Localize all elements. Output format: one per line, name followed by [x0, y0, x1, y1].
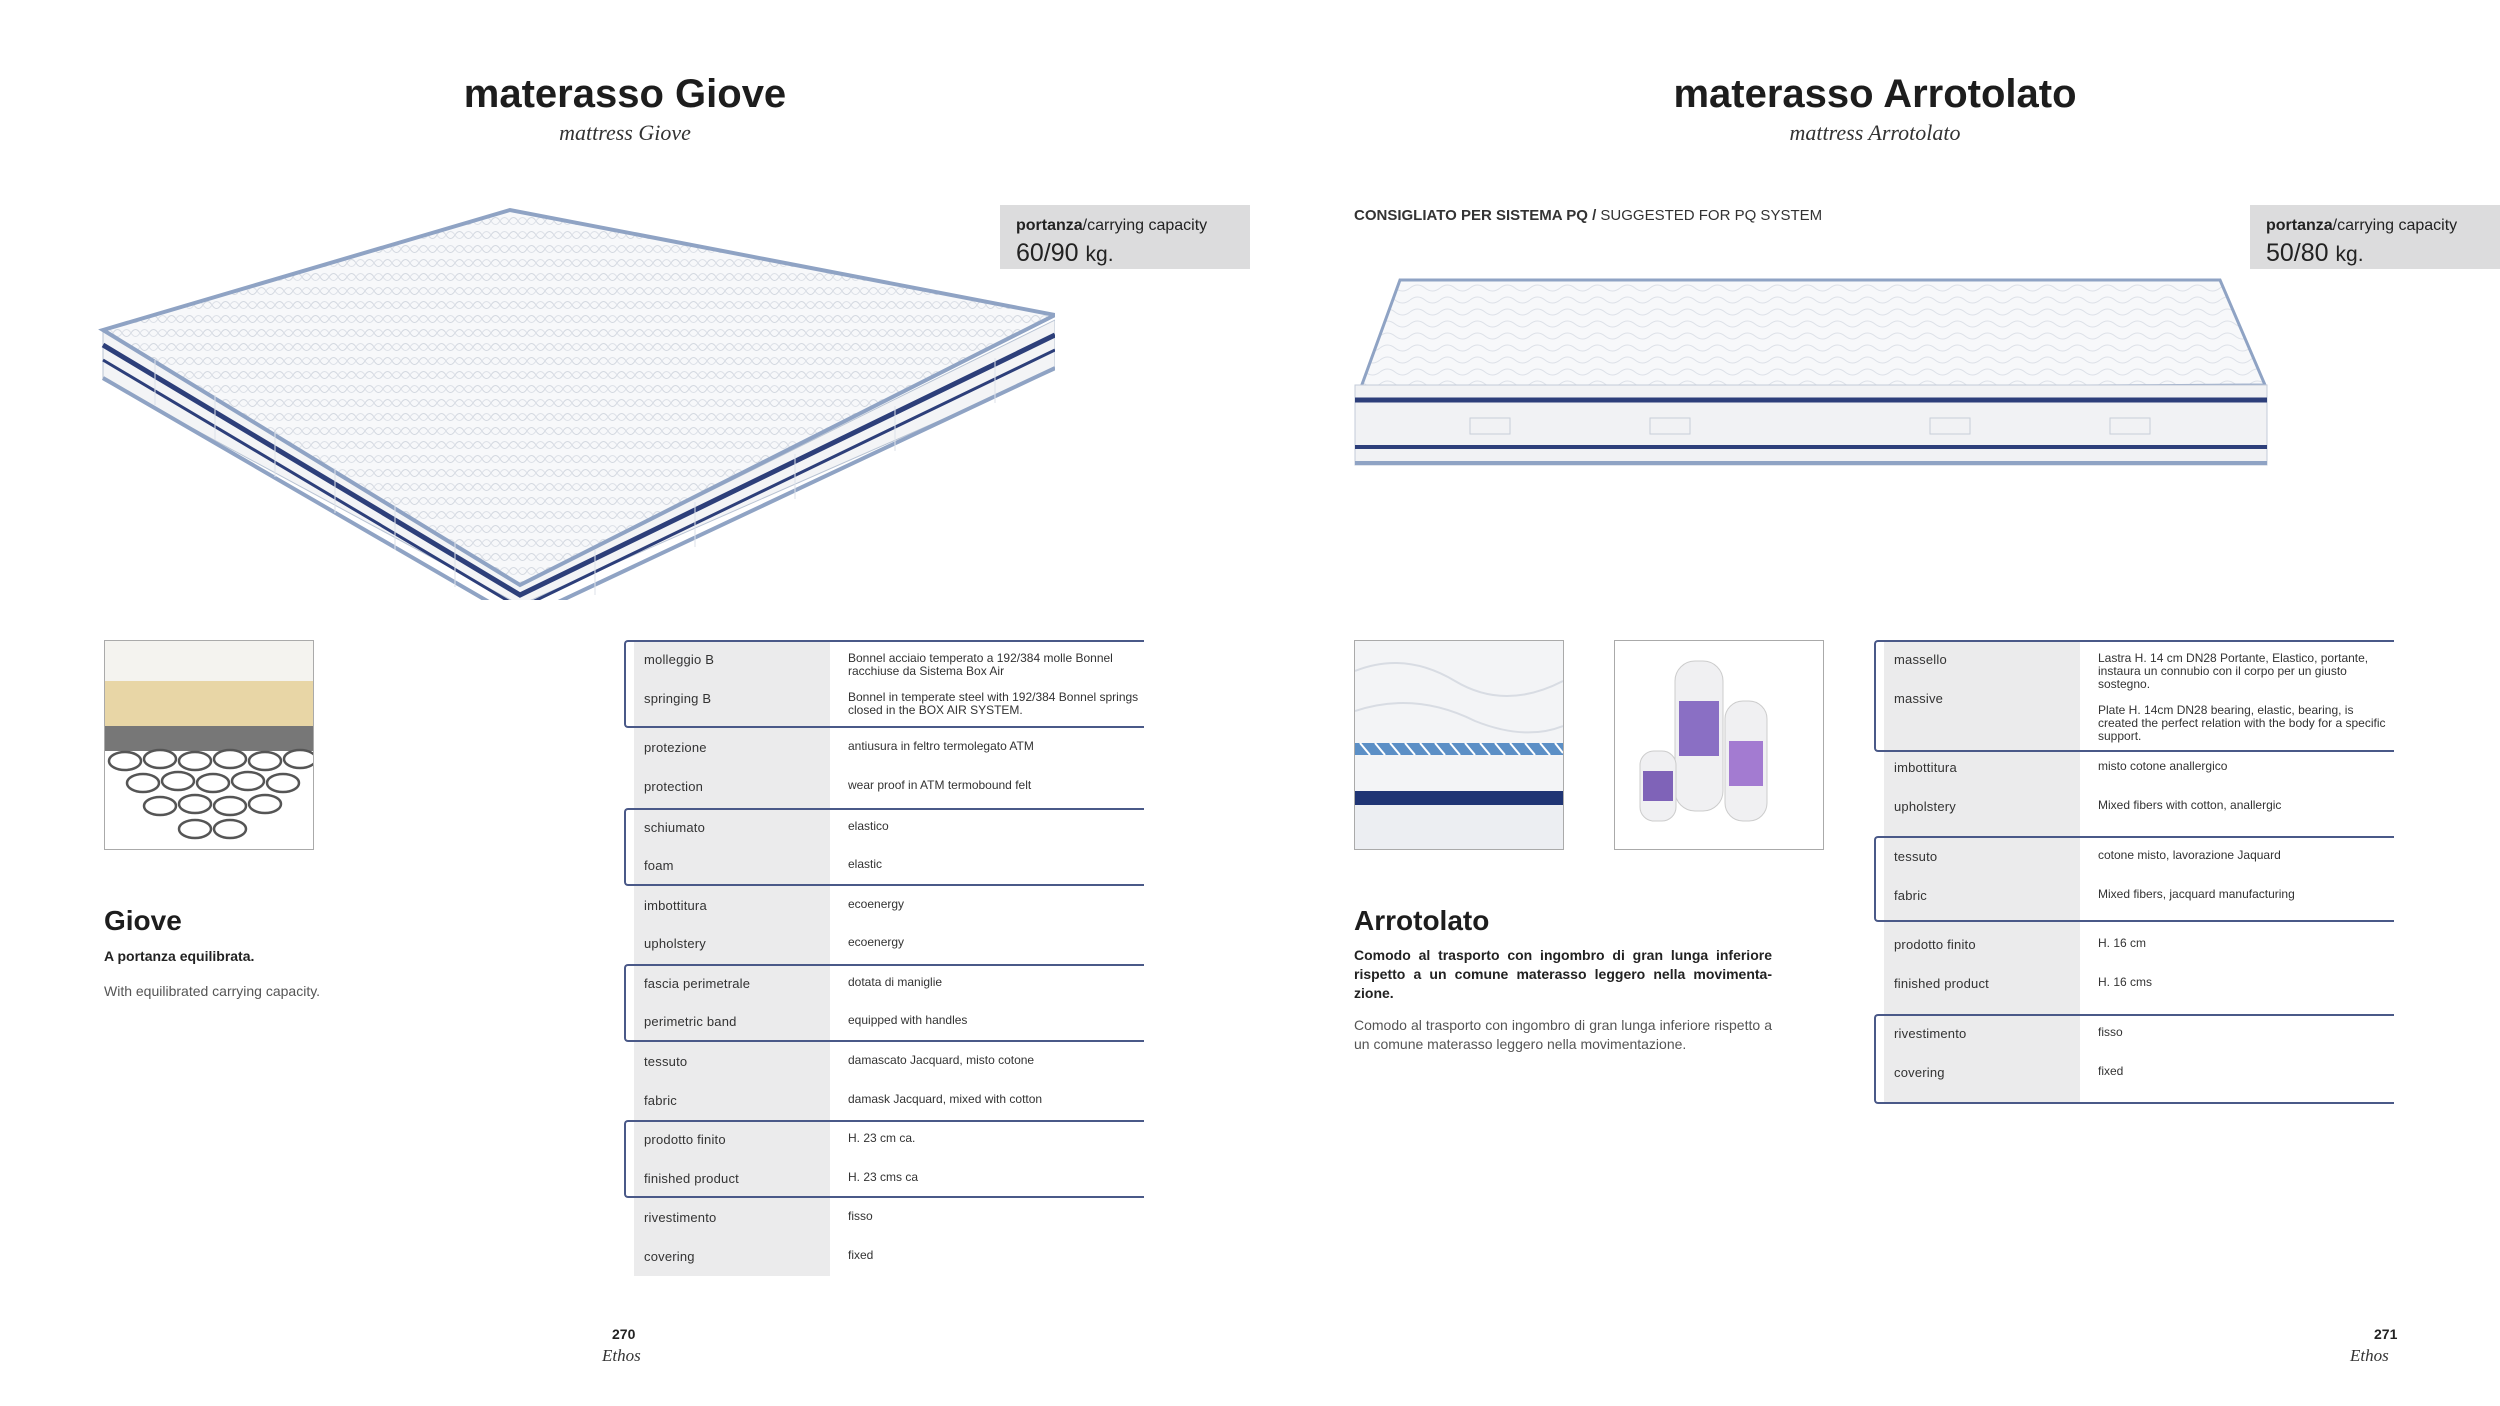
spec-table-arrotolato	[1874, 640, 2394, 1110]
spec-label: finished product	[1894, 976, 1989, 991]
spec-label: covering	[1894, 1065, 1945, 1080]
spec-value: fisso	[848, 1209, 873, 1223]
capacity-unit: kg.	[2335, 243, 2364, 266]
spec-value: H. 16 cm	[2098, 936, 2147, 950]
capacity-label: /carrying capacity	[2332, 217, 2458, 234]
product-name-giove: Giove	[104, 905, 182, 936]
capacity-label: /carrying capacity	[1082, 217, 1208, 234]
spec-value: H. 23 cms ca	[848, 1170, 919, 1184]
spec-value: ecoenergy	[848, 897, 905, 911]
spec-value: Mixed fibers with cotton, anallergic	[2098, 798, 2282, 812]
spec-table-giove	[624, 640, 1144, 1280]
spec-label: finished product	[644, 1171, 739, 1186]
spec-value: fixed	[848, 1248, 874, 1262]
spec-value: Lastra H. 14 cm DN28 Portante, Elastico, portante, instaura un connubio con il corpo per un giusto sostegno.	[2098, 651, 2369, 691]
spec-label: fabric	[1894, 888, 1927, 903]
spec-value: wear proof in ATM termobound felt	[848, 778, 1032, 792]
spec-label: perimetric band	[644, 1014, 737, 1029]
spec-label: foam	[644, 858, 674, 873]
spec-value: antiusura in feltro termolegato ATM	[848, 739, 1034, 753]
capacity-box-giove	[1000, 205, 1250, 269]
recommended-bold: CONSIGLIATO PER SISTEMA PQ /	[1354, 207, 1597, 224]
product-name-arrotolato: Arrotolato	[1354, 905, 1490, 936]
mattress-giove-image	[95, 200, 1055, 600]
spec-label: prodotto finito	[1894, 937, 1976, 952]
spec-value: damask Jacquard, mixed with cotton	[848, 1092, 1043, 1106]
fabric-detail-thumbnail	[1354, 640, 1564, 850]
spec-value: ecoenergy	[848, 935, 905, 949]
spec-value: damascato Jacquard, misto cotone	[848, 1053, 1035, 1067]
brand-left: Ethos	[602, 1346, 641, 1365]
spec-label: molleggio B	[644, 652, 715, 667]
spec-label: tessuto	[644, 1054, 688, 1069]
spec-value: dotata di maniglie	[848, 975, 943, 989]
spec-value: misto cotone anallergico	[2098, 759, 2228, 773]
tagline-arrotolato: Comodo al trasporto con ingombro di gran lunga inferiore rispetto a un comune materasso leggero nella movimenta-zione.	[1354, 947, 1772, 1001]
tagline-giove: A portanza equilibrata.	[104, 948, 255, 964]
brand-right: Ethos	[2350, 1346, 2389, 1365]
description-giove: With equilibrated carrying capacity.	[104, 983, 321, 999]
spec-label: massive	[1894, 691, 1944, 706]
spec-label: rivestimento	[1894, 1026, 1967, 1041]
rolled-product-thumbnail	[1614, 640, 1824, 850]
spec-label: fabric	[644, 1093, 677, 1108]
capacity-box-arrotolato	[2250, 205, 2500, 269]
spec-value: cotone misto, lavorazione Jaquard	[2098, 848, 2281, 862]
page-number-right: 271	[2374, 1326, 2398, 1342]
spec-label: tessuto	[1894, 849, 1938, 864]
page-subtitle-arrotolato: mattress Arrotolato	[1789, 120, 1961, 145]
spec-label: fascia perimetrale	[644, 976, 751, 991]
spec-value: fisso	[2098, 1025, 2123, 1039]
spec-value: H. 23 cm ca.	[848, 1131, 916, 1145]
spec-label: upholstery	[1894, 799, 1956, 814]
capacity-label-bold: portanza	[1016, 217, 1083, 234]
spec-label: prodotto finito	[644, 1132, 726, 1147]
mattress-arrotolato-image	[1350, 270, 2270, 480]
page-title-arrotolato: materasso Arrotolato	[1673, 72, 2077, 116]
spec-label: imbottitura	[644, 898, 707, 913]
spec-label: protection	[644, 779, 704, 794]
spec-value: Mixed fibers, jacquard manufacturing	[2098, 887, 2295, 901]
spec-label: upholstery	[644, 936, 706, 951]
capacity-label-bold: portanza	[2266, 217, 2333, 234]
spec-value: Bonnel acciaio temperato a 192/384 molle Bonnel racchiuse da Sistema Box Air	[848, 651, 1113, 678]
spec-label: schiumato	[644, 820, 706, 835]
spec-value: equipped with handles	[848, 1013, 968, 1027]
page-title-giove: materasso Giove	[463, 72, 787, 116]
capacity-value: 50/80	[2266, 239, 2329, 267]
recommended-system-note	[1354, 207, 1822, 224]
description-arrotolato: Comodo al trasporto con ingombro di gran lunga inferiore rispetto a un comune materasso leggero nella movimentazione.	[1354, 1017, 1772, 1052]
page-number-left: 270	[612, 1326, 636, 1342]
spec-value: Plate H. 14cm DN28 bearing, elastic, bearing, is created the perfect relation with the body for a specific support.	[2098, 703, 2386, 743]
spring-detail-thumbnail	[104, 640, 314, 850]
spec-value: fixed	[2098, 1064, 2124, 1078]
spec-label: rivestimento	[644, 1210, 717, 1225]
capacity-value: 60/90	[1016, 239, 1079, 267]
spec-label: covering	[644, 1249, 695, 1264]
spec-value: elastic	[848, 857, 883, 871]
capacity-unit: kg.	[1085, 243, 1114, 266]
spec-label: massello	[1894, 652, 1947, 667]
spec-value: H. 16 cms	[2098, 975, 2153, 989]
spec-value: Bonnel in temperate steel with 192/384 Bonnel springs closed in the BOX AIR SYSTEM.	[848, 690, 1139, 717]
spec-label: protezione	[644, 740, 707, 755]
page-subtitle-giove: mattress Giove	[559, 120, 691, 145]
spec-label: imbottitura	[1894, 760, 1957, 775]
spec-label: springing B	[644, 691, 712, 706]
spec-value: elastico	[848, 819, 889, 833]
recommended-rest: SUGGESTED FOR PQ SYSTEM	[1596, 207, 1823, 224]
